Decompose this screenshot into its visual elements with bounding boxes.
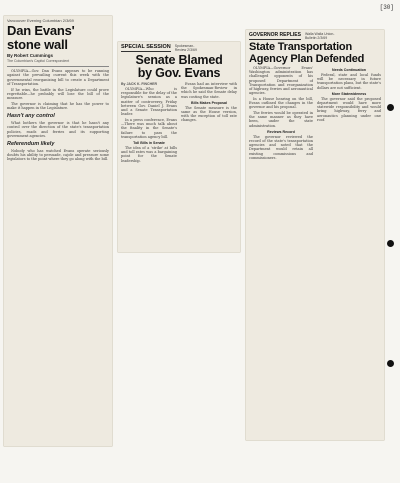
right-clip-headline-1: State Transportation [249, 41, 352, 53]
middle-clip-tag: SPECIAL SESSION [121, 44, 171, 50]
left-clip-source: Vancouver Evening Columbian 2/3/69 [7, 18, 74, 23]
middle-clip-byline: By JACK K. FINCHER [121, 82, 157, 86]
right-clip-column-1 [249, 66, 313, 436]
right-clip-subhead-3: More Statewideness [331, 91, 367, 96]
left-clip-paragraph-5: Nobody who has watched Evans operate seriously doubts his ability to persuade, cajole and pressure some legislators to the point where they go along with the bill. [7, 148, 109, 162]
left-clip-lead: OLYMPIA—Gov. Dan Evans appears to be running against the prevailing current this week with the governmental reorganizing bill to create a Department of Transportation. [7, 69, 109, 86]
right-clip-paragraph-5: Federal, state and local funds will be necessary in future transportation plans, but the state's dollars are not sufficient. [317, 73, 381, 90]
left-clip-headline-2: stone wall [7, 36, 68, 52]
middle-clip-subhead-2: Bills Makes Proposal [191, 100, 227, 105]
left-clip-paragraph-3: The governor is claiming that he has the power to make it happen in the Legislature. [7, 101, 109, 110]
middle-clip-subhead-1: Toll Bills in Senate [133, 140, 165, 145]
middle-clip-column-2 [181, 82, 237, 250]
right-clip-source-2: Bulletin 2/3/69 [304, 36, 328, 40]
left-clip-rule [7, 66, 109, 67]
left-clip-credit: The Columbian's Capitol Correspondent [7, 59, 70, 64]
right-clip-subhead-1: Reviews Record [267, 129, 295, 134]
middle-clip-lead: OLYMPIA—Who is responsible for the delay of the legislature's session as a matter of controversy, Friday between Gov. Daniel J. Evans and a Senate Transportation leader. [121, 87, 177, 117]
right-clip-paragraph-2: In a House hearing on the bill, Evans outlined the changes in the governor and his proposal. [249, 96, 313, 110]
middle-clip-headline-2: by Gov. Evans [137, 66, 221, 81]
right-clip-source-1: Walla Walla Union- [304, 32, 335, 36]
left-clip-subhead-2: Referendum likely [7, 140, 55, 147]
binder-hole-middle [387, 240, 394, 247]
middle-clip-headline-1: Senate Blamed [135, 53, 223, 67]
right-clip-paragraph-4: The governor reviewed the record of the state's transportation agencies and noted that the Department would retain all existing commissions and commissioners. [249, 134, 313, 160]
middle-clip-paragraph-5: The Senate measure is the same as the House version, with the exception of toll rate changes. [181, 105, 237, 123]
right-clip-lead: OLYMPIA—Governor Evans' Washington administration has challenged opponents of his proposed Department of Transportation and reorganization of highway, ferries and aeronautical agencies. [249, 66, 313, 96]
middle-clip-paragraph-4: The idea of a 'strike' at bills and toll rates was a bargaining point for the Senate leadership. [121, 145, 177, 163]
left-clip-headline-1: Dan Evans' [7, 23, 75, 38]
middle-clipping [118, 42, 240, 252]
left-clip-subhead-1: Hasn't any control [7, 113, 55, 120]
right-clipping [246, 30, 384, 440]
right-clip-paragraph-3: The ferries would be operated in the same manner as they have been, under the state administration. [249, 111, 313, 128]
left-clip-byline: By Robert Cummings [7, 53, 54, 59]
middle-clip-source-1: Spokesman- [174, 44, 195, 48]
left-clip-paragraph-4: What bothers the governor is that he hasn't any control over the direction of the state's transportation policies, roads and ferries and its supporting government agencies. [7, 121, 109, 138]
middle-clip-source-2: Review 2/3/69 [174, 48, 197, 52]
page-number: [30] [379, 4, 394, 11]
binder-hole-bottom [387, 360, 394, 367]
left-clipping [4, 16, 112, 446]
middle-clip-column-1 [121, 82, 177, 250]
right-clip-paragraph-6: The governor said the proposed department would have more statewide responsibility and would bring highway, ferry and aeronautics planning under one roof. [317, 96, 381, 122]
middle-clip-paragraph-2: In a press conference, Evans—There was much talk about the finality in the Senate's failure to pass the transportation agency bill. [121, 117, 177, 139]
right-clip-tag: GOVERNOR REPLIES [249, 32, 301, 38]
left-clip-paragraph-2: If he wins, the battle in the Legislature could prove regrettable—he probably will lose the bill of the measure. [7, 87, 109, 100]
right-clip-column-2 [317, 66, 381, 436]
right-clip-headline-2: Agency Plan Defended [249, 52, 365, 65]
right-clip-subhead-2: Needs Continuation [332, 68, 366, 72]
binder-hole-top [387, 104, 394, 111]
middle-clip-paragraph-3: Evans had an interview with the Spokesman-Review in which he said the Senate delay was costing the state. [181, 82, 237, 99]
